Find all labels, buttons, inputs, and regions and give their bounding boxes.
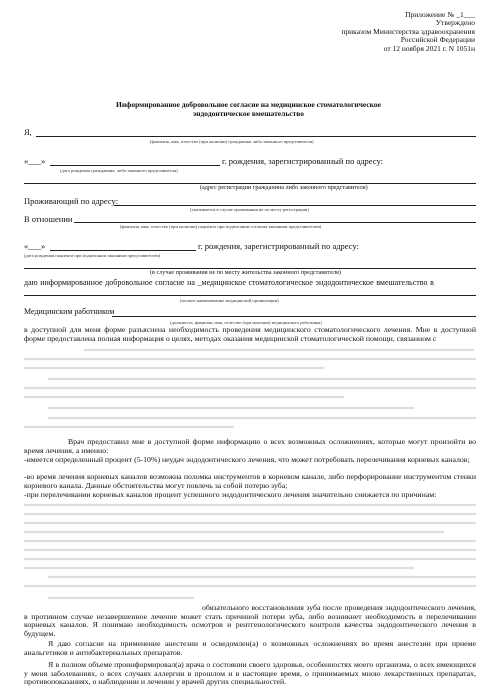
approval-header (341, 11, 475, 53)
birth-suffix: г. рождения, зарегистрированный по адресу: (222, 156, 383, 166)
faded-text-block-1 (24, 346, 476, 432)
title-line-1: Информированное добровольное согласие на медицинское стоматологическое (116, 100, 381, 109)
anesthesia-consent: Я даю согласие на применение анестезии и осведомлен(а) о возможных осложнениях во время анестезии при приеме анальгетиков и антибактериальных препаратов. (24, 639, 476, 657)
patient-birth-hint: (дата рождения пациента при подписании законным представителем) (24, 253, 161, 258)
residing-hint: (указывается в случае проживания не по месту регистрации) (190, 207, 309, 212)
birth-day-field[interactable]: «___» (24, 156, 46, 166)
complication-3: -при перелечивании корневых каналов процент успешного эндодонтического лечения значительно снижается по причинам: (24, 490, 437, 499)
consent-statement: даю информированное добровольное согласие на _медицинское стоматологическое эндодонтическое вмешательство в (24, 278, 434, 287)
complication-2: -во время лечения корневых каналов возможна поломка инструментов в корневом канале, либо перфорирование инструментом стенки корневого канала. Данные обстоятельства могут повлечь за собой потерю зуба; (24, 472, 476, 490)
patient-hint: (фамилия, имя, отчество (при наличии) пациента при подписании согласия законным представителем) (120, 224, 322, 229)
appendix-number: Приложение № _1___ (405, 10, 475, 19)
document-title (0, 101, 497, 118)
i-label: Я, (24, 127, 32, 137)
reg-hint: (адрес регистрации гражданина либо законного представителя) (200, 184, 368, 191)
faded-lines-2 (24, 501, 476, 605)
regarding-label: В отношении (24, 214, 73, 224)
rep-residing-hint: (в случае проживания не по месту жительства законного представителя) (150, 269, 341, 276)
approved-label: Утверждено (435, 18, 475, 28)
worker-label: Медицинским работником (24, 307, 115, 316)
faded-text-block-2 (24, 501, 476, 605)
organization-field[interactable] (24, 295, 476, 296)
ministry-order: приказом Министерства здравоохранения (341, 26, 475, 36)
patient-birth-date-field[interactable] (50, 250, 196, 251)
complication-1: -имеется определенный процент (5-10%) неудач эндодонтического лечения, что может потребовать перелечивания корневых каналов; (24, 455, 470, 464)
worker-field[interactable] (112, 316, 476, 317)
complications-intro: Врач предоставил мне в доступной форме информацию о всех возможных осложнениях, которые могут произойти во время лечения, а именно: (24, 437, 476, 455)
birth-date-field[interactable] (50, 165, 220, 166)
patient-fio-field[interactable] (74, 222, 476, 223)
residing-label: Проживающий по адресу: (24, 196, 119, 206)
health-disclosure: Я в полном объеме проинформировал(а) врача о состоянии своего здоровья, особенностях моего организма, о всех имеющихся у меня заболеваниях, о всех случаях аллергии в прошлом и в настоящее время, о принимаемых мною лекарственных препаратах, противопоказаниях, о наблюдении и лечении у врачей других специальностей. (24, 660, 476, 687)
worker-hint: (должность, фамилия, имя, отчество (при наличии) медицинского работника) (170, 320, 322, 325)
residing-field[interactable] (114, 205, 476, 206)
organization-hint: (полное наименование медицинской организации) (180, 298, 279, 303)
restoration-paragraph: обязательного восстановления зуба после проведения эндодонтического лечения, в противном случае незавершенное лечение может стать причиной потери зуба, либо возникнет необходимость в перелечивании корневых каналов. Я понимаю необходимость осмотров и рентгенологического контроля качества эндодонтического лечения в будущем. (24, 603, 476, 638)
birth-hint: (дата рождения гражданина, либо законного представителя) (60, 168, 178, 173)
fio-field[interactable] (36, 136, 476, 137)
fio-hint: (фамилия, имя, отчество (при наличии) гражданина либо законного представителя) (150, 139, 314, 144)
faded-lines-1 (24, 346, 476, 432)
patient-birth-suffix: г. рождения, зарегистрированный по адресу: (198, 241, 359, 251)
federation-label: Российской Федерации (400, 35, 475, 45)
order-date: от 12 ноября 2021 г. N 1051н (383, 43, 475, 53)
title-line-2: эндодонтическое вмешательство (192, 108, 305, 118)
explanation-paragraph: в доступной для меня форме разъяснена необходимость проведения медицинского стоматологического лечения. Мне в доступной форме предоставлена полная информация о целях, методах оказания медицинской стоматологической помощи, связанном с (24, 325, 476, 343)
patient-birth-day-field[interactable]: «___» (24, 241, 46, 251)
